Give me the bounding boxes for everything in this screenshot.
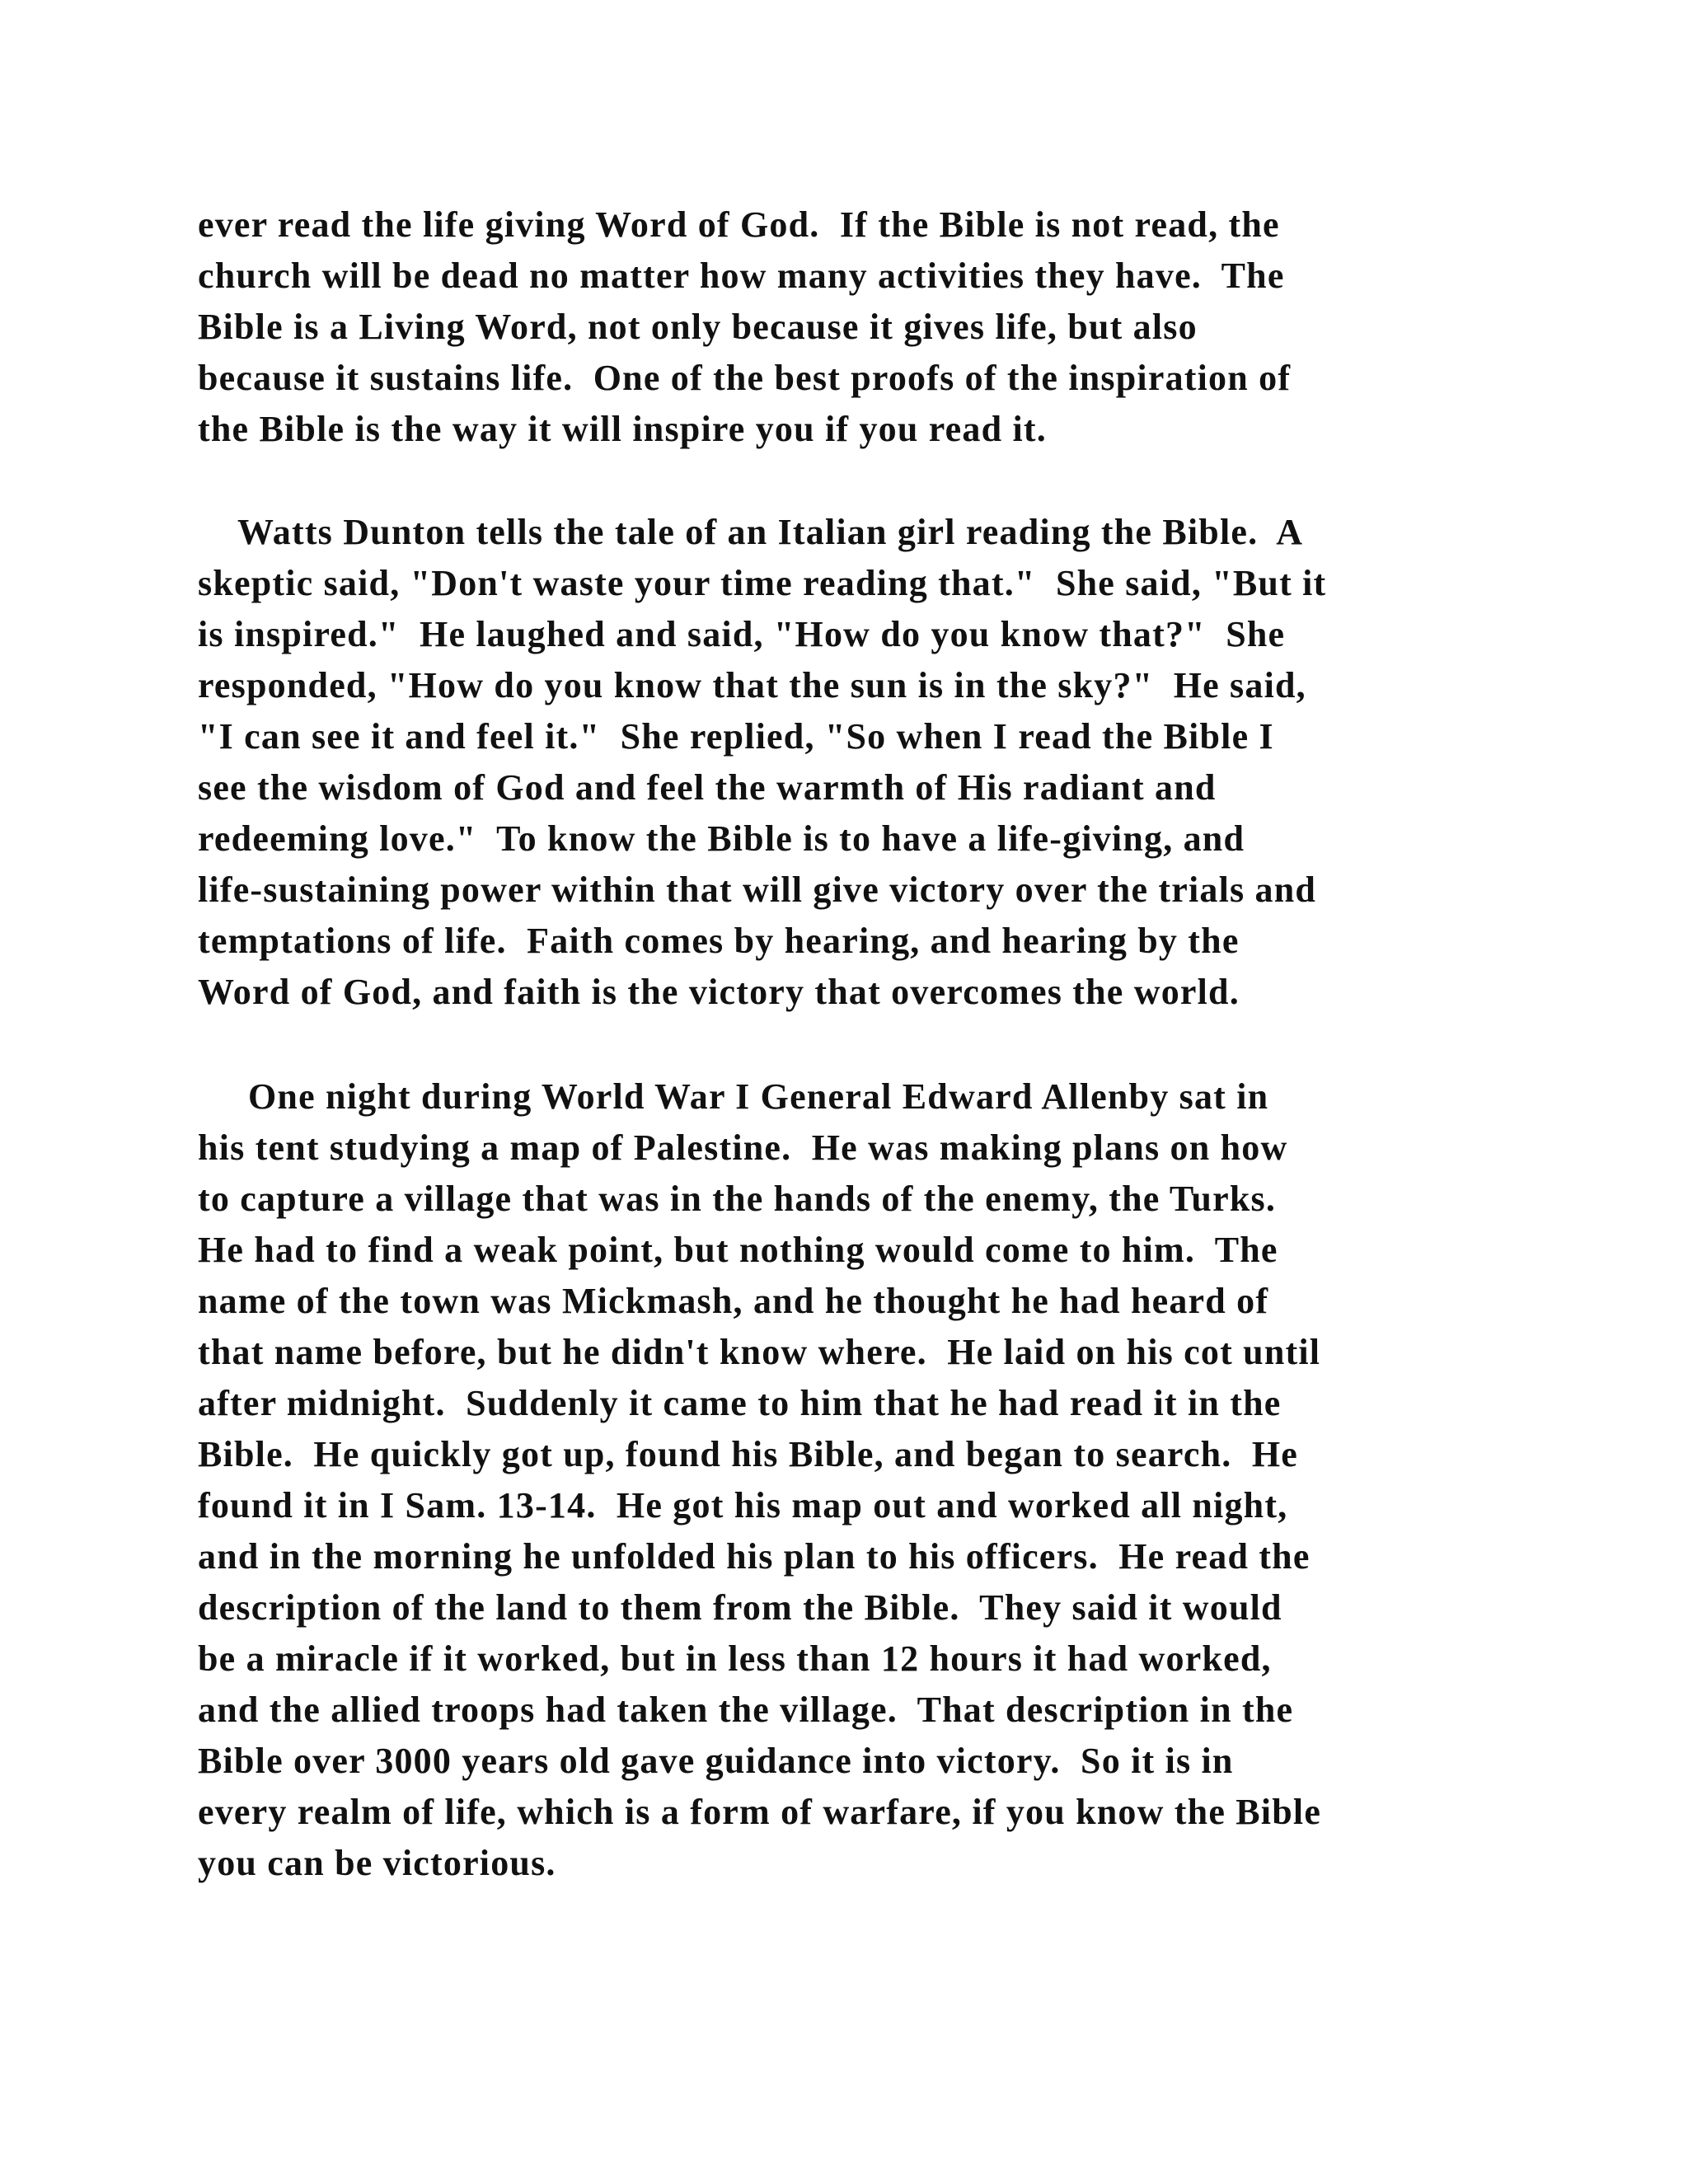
- paragraph-2: [198, 507, 1517, 1018]
- paragraph-line: Word of God, and faith is the victory that overcomes the world.: [198, 972, 1240, 1012]
- paragraph-line: Bible is a Living Word, not only because it gives life, but also: [198, 307, 1198, 347]
- paragraph-line: be a miracle if it worked, but in less than 12 hours it had worked,: [198, 1638, 1272, 1679]
- paragraph-line: and in the morning he unfolded his plan to his officers. He read the: [198, 1536, 1311, 1577]
- paragraph-line: to capture a village that was in the hands of the enemy, the Turks.: [198, 1179, 1277, 1219]
- paragraph-line: name of the town was Mickmash, and he thought he had heard of: [198, 1281, 1269, 1321]
- paragraph-1: [198, 199, 1517, 455]
- paragraph-line: Watts Dunton tells the tale of an Italian girl reading the Bible. A: [198, 512, 1304, 552]
- paragraph-line: because it sustains life. One of the best proofs of the inspiration of: [198, 358, 1292, 398]
- paragraph-line: every realm of life, which is a form of warfare, if you know the Bible: [198, 1792, 1322, 1832]
- paragraph-line: that name before, but he didn't know where. He laid on his cot until: [198, 1332, 1321, 1372]
- paragraph-line: the Bible is the way it will inspire you if you read it.: [198, 409, 1047, 449]
- paragraph-line: is inspired." He laughed and said, "How do you know that?" She: [198, 614, 1286, 654]
- paragraph-line: Bible. He quickly got up, found his Bible, and began to search. He: [198, 1434, 1299, 1474]
- paragraph-line: description of the land to them from the Bible. They said it would: [198, 1587, 1282, 1628]
- paragraph-line: One night during World War I General Edward Allenby sat in: [198, 1076, 1269, 1117]
- paragraph-line: "I can see it and feel it." She replied, "So when I read the Bible I: [198, 716, 1274, 757]
- paragraph-line: see the wisdom of God and feel the warmth of His radiant and: [198, 767, 1217, 808]
- paragraph-line: responded, "How do you know that the sun is in the sky?" He said,: [198, 665, 1306, 705]
- paragraph-line: redeeming love." To know the Bible is to have a life-giving, and: [198, 818, 1245, 859]
- paragraph-line: after midnight. Suddenly it came to him that he had read it in the: [198, 1383, 1282, 1423]
- paragraph-line: his tent studying a map of Palestine. He was making plans on how: [198, 1127, 1288, 1168]
- paragraph-line: you can be victorious.: [198, 1843, 556, 1883]
- paragraph-line: and the allied troops had taken the village. That description in the: [198, 1690, 1294, 1730]
- paragraph-line: ever read the life giving Word of God. If the Bible is not read, the: [198, 204, 1280, 245]
- paragraph-3: [198, 1071, 1517, 1889]
- paragraph-line: temptations of life. Faith comes by hearing, and hearing by the: [198, 921, 1240, 961]
- paragraph-line: life-sustaining power within that will give victory over the trials and: [198, 869, 1317, 910]
- paragraph-line: He had to find a weak point, but nothing would come to him. The: [198, 1230, 1278, 1270]
- paragraph-line: found it in I Sam. 13-14. He got his map out and worked all night,: [198, 1485, 1288, 1526]
- paragraph-line: skeptic said, "Don't waste your time reading that." She said, "But it: [198, 563, 1327, 603]
- paragraph-line: church will be dead no matter how many activities they have. The: [198, 255, 1285, 296]
- paragraph-line: Bible over 3000 years old gave guidance into victory. So it is in: [198, 1741, 1234, 1781]
